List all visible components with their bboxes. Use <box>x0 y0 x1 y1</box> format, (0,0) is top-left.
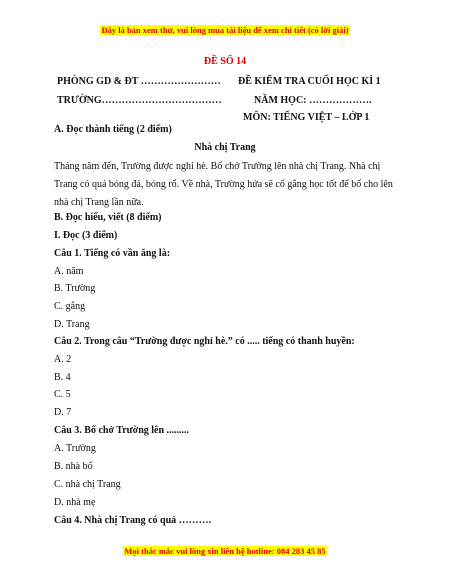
question-3: Câu 3. Bố chở Trường lên ......... <box>54 425 190 436</box>
reading-passage: Tháng năm đến, Trường được nghỉ hè. Bố chở Trường lên nhà chị Trang. Nhà chị Trang có quả bóng đá, bóng rổ. Về nhà, Trường hứa sẽ cố gắng học tốt để bố cho lên nhà chị Trang lần nữa. <box>54 161 393 208</box>
answer-option: B. Trường <box>54 283 96 294</box>
answer-option: D. nhà mẹ <box>54 497 96 508</box>
subject-label: MÔN: TIẾNG VIỆT – LỚP 1 <box>243 112 370 123</box>
question-4: Câu 4. Nhà chị Trang có quả ………. <box>54 515 212 526</box>
answer-option: A. Trường <box>54 443 96 454</box>
section-a-heading: A. Đọc thành tiếng (2 điểm) <box>54 124 172 135</box>
answer-option: D. 7 <box>54 407 72 418</box>
answer-option: A. 2 <box>54 354 72 365</box>
passage-title: Nhà chị Trang <box>194 142 256 153</box>
answer-option: C. nhà chị Trang <box>54 479 121 490</box>
school-year-label: NĂM HỌC: ………………. <box>254 95 372 106</box>
answer-option: D. Trang <box>54 319 90 330</box>
preview-notice-banner: Đây là bản xem thử, vui lòng mua tài liệu để xem chi tiết (có lời giải) <box>101 25 349 35</box>
section-b-heading: B. Đọc hiểu, viết (8 điểm) <box>54 212 162 223</box>
exam-name: ĐỀ KIỂM TRA CUỐI HỌC KÌ 1 <box>238 76 381 87</box>
question-1: Câu 1. Tiếng có vần ăng là: <box>54 248 171 259</box>
answer-option: B. 4 <box>54 372 71 383</box>
answer-option: B. nhà bố <box>54 461 93 472</box>
hotline-banner: Mọi thắc mắc vui lòng xin liên hệ hotline: 084 283 45 85 <box>124 546 326 556</box>
answer-option: C. gắng <box>54 301 86 312</box>
answer-option: A. năm <box>54 266 84 277</box>
question-2: Câu 2. Trong câu “Trường được nghỉ hè.” có ..... tiếng có thanh huyền: <box>54 336 355 347</box>
reading-subsection-heading: I. Đọc (3 điểm) <box>54 230 118 241</box>
answer-option: C. 5 <box>54 389 71 400</box>
education-office-label: PHÒNG GD & ĐT …………………… <box>57 76 221 87</box>
exam-number-title: ĐỀ SỐ 14 <box>203 56 247 67</box>
school-label: TRƯỜNG……………………………… <box>57 95 222 106</box>
